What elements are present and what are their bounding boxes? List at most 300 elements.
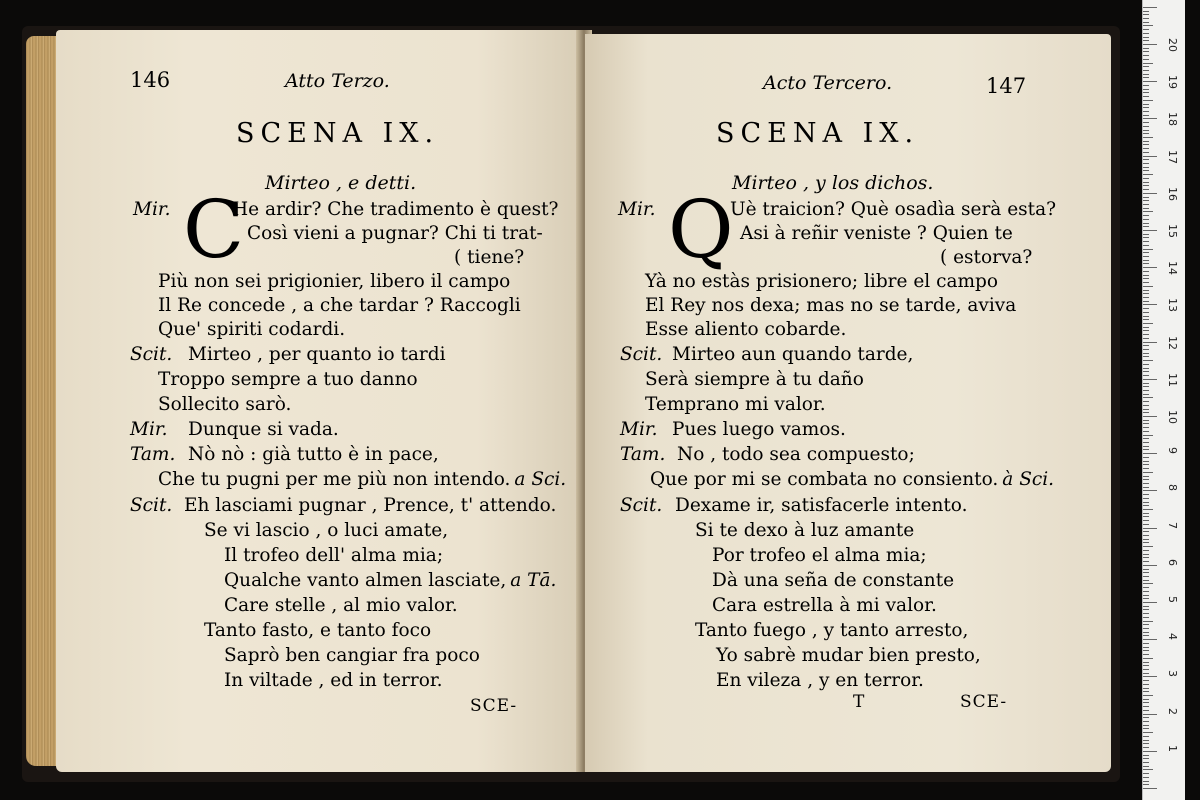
verse-line: [224, 594, 458, 618]
ruler-tick: [1143, 453, 1157, 454]
ruler-tick: [1143, 293, 1149, 294]
ruler-tick: [1143, 717, 1149, 718]
ruler-tick: [1143, 542, 1149, 543]
ruler-tick: [1143, 170, 1149, 171]
ruler-tick: [1143, 245, 1149, 246]
ruler-tick: [1143, 621, 1153, 622]
ruler-tick: [1143, 609, 1149, 610]
ruler-tick: [1143, 48, 1149, 49]
ruler-label: 3: [1166, 670, 1179, 678]
stage-direction: a Tā.: [510, 570, 557, 591]
verse-line: [620, 418, 846, 442]
ruler-tick: [1143, 148, 1149, 149]
ruler-tick: [1143, 111, 1149, 112]
ruler-tick: [1143, 457, 1149, 458]
ruler-tick: [1143, 383, 1149, 384]
ruler-tick: [1143, 301, 1149, 302]
drop-cap: Q: [668, 183, 734, 276]
ruler-tick: [1143, 271, 1149, 272]
ruler-label: 2: [1166, 707, 1179, 715]
speaker-label: Tam.: [620, 444, 666, 465]
verse-text: In viltade , ed in terror.: [224, 670, 443, 691]
verse-line: [454, 246, 524, 270]
ruler-tick: [1143, 375, 1149, 376]
ruler-tick: [1143, 249, 1153, 250]
ruler-tick: [1143, 487, 1149, 488]
ruler-tick: [1143, 438, 1149, 439]
ruler-tick: [1143, 725, 1149, 726]
ruler-tick: [1143, 572, 1149, 573]
verse-text: Que por mi se combata no consiento.: [650, 469, 999, 490]
ruler-tick: [1143, 386, 1149, 387]
verse-line: [740, 222, 1013, 246]
signature-mark: T: [853, 692, 866, 712]
ruler-tick: [1143, 699, 1149, 700]
speaker-label: Mir.: [620, 419, 658, 440]
ruler-tick: [1143, 635, 1149, 636]
ruler-tick: [1143, 665, 1149, 666]
ruler-tick: [1143, 22, 1149, 23]
ruler-label: 9: [1166, 447, 1179, 455]
ruler-tick: [1143, 152, 1149, 153]
verse-text: Eh lasciami pugnar , Prence, t' attendo.: [184, 495, 557, 516]
ruler-tick: [1143, 353, 1149, 354]
verse-text: Esse aliento cobarde.: [645, 319, 847, 340]
ruler-tick: [1143, 788, 1157, 789]
speaker-label: Mir.: [618, 199, 656, 220]
ruler-tick: [1143, 77, 1149, 78]
ruler-tick: [1143, 423, 1149, 424]
ruler-tick: [1143, 513, 1149, 514]
verse-line: [645, 393, 826, 417]
ruler-tick: [1143, 442, 1149, 443]
speaker-label: Scit.: [620, 344, 663, 365]
scene-heading: SCENA IX.: [236, 118, 440, 149]
verse-line: [618, 198, 1057, 222]
verse-text: Care stelle , al mio valor.: [224, 595, 458, 616]
ruler-tick: [1143, 728, 1149, 729]
ruler-tick: [1143, 40, 1149, 41]
verse-line: [712, 569, 954, 593]
ruler-tick: [1143, 371, 1149, 372]
verse-text: Asi à reñir veniste ? Quien te: [740, 223, 1013, 244]
verse-text: Dà una seña de constante: [712, 570, 955, 591]
verse-line: [133, 198, 559, 222]
ruler-tick: [1143, 550, 1149, 551]
ruler-label: 18: [1166, 112, 1179, 127]
verse-text: ( tiene?: [454, 247, 525, 268]
ruler-tick: [1143, 85, 1149, 86]
verse-text: Yo sabrè mudar bien presto,: [716, 645, 981, 666]
verse-line: [130, 443, 439, 467]
verse-text: Saprò ben cangiar fra poco: [224, 645, 480, 666]
verse-text: En vileza , y en terror.: [716, 670, 924, 691]
ruler-tick: [1143, 557, 1149, 558]
ruler-tick: [1143, 126, 1149, 127]
ruler-tick: [1143, 762, 1149, 763]
verse-text: He ardir? Che tradimento è quest?: [232, 199, 559, 220]
verse-text: Serà siempre à tu daño: [645, 369, 864, 390]
ruler-tick: [1143, 197, 1149, 198]
ruler-tick: [1143, 535, 1149, 536]
ruler-tick: [1143, 662, 1149, 663]
ruler-tick: [1143, 25, 1153, 26]
ruler-tick: [1143, 412, 1149, 413]
ruler-tick: [1143, 316, 1149, 317]
ruler-tick: [1143, 498, 1149, 499]
ruler-tick: [1143, 137, 1153, 138]
verse-line: [645, 368, 864, 392]
ruler-tick: [1143, 769, 1153, 770]
ruler-tick: [1143, 758, 1149, 759]
speaker-label: Scit.: [130, 344, 173, 365]
verse-line: [620, 343, 914, 367]
ruler-tick: [1143, 420, 1149, 421]
verse-line: [712, 544, 927, 568]
ruler-tick: [1143, 509, 1153, 510]
verse-text: Il trofeo dell' alma mia;: [224, 545, 444, 566]
verse-text: Mirteo , per quanto io tardi: [188, 344, 446, 365]
ruler-tick: [1143, 394, 1149, 395]
verse-line: [224, 644, 480, 668]
verse-line: [130, 418, 339, 442]
ruler-tick: [1143, 483, 1149, 484]
speaker-label: Tam.: [130, 444, 176, 465]
verse-line: [650, 468, 1054, 492]
running-title: Atto Terzo.: [285, 70, 390, 92]
verse-text: El Rey nos dexa; mas no se tarde, aviva: [645, 295, 1017, 316]
verse-line: [940, 246, 1032, 270]
ruler-tick: [1143, 29, 1149, 30]
verse-text: Temprano mi valor.: [645, 394, 826, 415]
ruler-tick: [1143, 252, 1149, 253]
ruler-label: 15: [1166, 224, 1179, 238]
ruler-tick: [1143, 773, 1149, 774]
verse-text: Cara estrella à mi valor.: [712, 595, 937, 616]
ruler-label: 6: [1166, 558, 1179, 566]
verse-text: ( estorva?: [940, 247, 1033, 268]
ruler-tick: [1143, 747, 1149, 748]
verse-text: Troppo sempre a tuo danno: [158, 369, 418, 390]
ruler-tick: [1143, 650, 1149, 651]
verse-line: [620, 494, 968, 518]
running-title: Acto Tercero.: [763, 72, 893, 94]
ruler-label: 20: [1166, 38, 1179, 52]
scene-heading: SCENA IX.: [716, 118, 920, 149]
characters-line: Mirteo , y los dichos.: [732, 172, 934, 194]
ruler-tick: [1143, 334, 1149, 335]
ruler-tick: [1143, 51, 1149, 52]
ruler-label: 8: [1166, 484, 1179, 492]
ruler-tick: [1143, 263, 1149, 264]
ruler-tick: [1143, 624, 1149, 625]
ruler-tick: [1143, 632, 1149, 633]
ruler-tick: [1143, 342, 1157, 343]
verse-line: [158, 294, 521, 318]
page-number: 146: [130, 68, 171, 92]
ruler-tick: [1143, 565, 1157, 566]
ruler-tick: [1143, 144, 1149, 145]
ruler-tick: [1143, 676, 1157, 677]
ruler-label: 19: [1166, 75, 1179, 90]
verse-text: Nò nò : già tutto è in pace,: [188, 444, 439, 465]
verse-line: [695, 519, 914, 543]
verse-line: [645, 294, 1016, 318]
verse-text: Dunque si vada.: [188, 419, 339, 440]
verse-line: [130, 343, 446, 367]
ruler-tick: [1143, 505, 1149, 506]
ruler-tick: [1143, 528, 1157, 529]
ruler-tick: [1143, 476, 1149, 477]
ruler-tick: [1143, 583, 1153, 584]
verse-line: [716, 669, 924, 693]
speaker-label: Mir.: [130, 419, 168, 440]
ruler-tick: [1143, 308, 1149, 309]
ruler-tick: [1143, 230, 1157, 231]
verse-line: [712, 594, 937, 618]
speaker-label: Scit.: [130, 495, 173, 516]
ruler-tick: [1143, 732, 1153, 733]
ruler-tick: [1143, 580, 1149, 581]
ruler-tick: [1143, 688, 1149, 689]
ruler-tick: [1143, 74, 1149, 75]
ruler-tick: [1143, 260, 1149, 261]
ruler-label: 10: [1166, 410, 1179, 424]
ruler-label: 4: [1166, 633, 1179, 641]
ruler-label: 11: [1166, 372, 1179, 387]
ruler-tick: [1143, 174, 1153, 175]
ruler-tick: [1143, 390, 1149, 391]
verse-text: Yà no estàs prisionero; libre el campo: [645, 271, 999, 292]
verse-text: Dexame ir, satisfacerle intento.: [675, 495, 968, 516]
ruler-tick: [1143, 595, 1149, 596]
ruler-tick: [1143, 345, 1149, 346]
speaker-label: Mir.: [133, 199, 171, 220]
ruler-tick: [1143, 33, 1149, 34]
verse-line: [645, 318, 846, 342]
ruler-tick: [1143, 327, 1149, 328]
verse-text: Che tu pugni per me più non intendo.: [158, 469, 511, 490]
ruler-label: 5: [1166, 596, 1179, 603]
verse-line: [224, 544, 443, 568]
ruler-tick: [1143, 461, 1149, 462]
ruler-tick: [1143, 368, 1149, 369]
ruler-tick: [1143, 628, 1149, 629]
ruler-tick: [1143, 200, 1149, 201]
ruler-tick: [1143, 204, 1149, 205]
verse-line: [204, 519, 448, 543]
ruler-tick: [1143, 81, 1157, 82]
ruler-tick: [1143, 223, 1149, 224]
ruler-tick: [1143, 755, 1149, 756]
ruler-tick: [1143, 156, 1157, 157]
ruler-tick: [1143, 159, 1149, 160]
ruler-tick: [1143, 349, 1149, 350]
ruler-tick: [1143, 409, 1149, 410]
verse-line: [224, 669, 443, 693]
verse-line: [158, 368, 418, 392]
ruler-tick: [1143, 449, 1149, 450]
ruler-tick: [1143, 323, 1153, 324]
ruler-tick: [1143, 286, 1153, 287]
ruler-tick: [1143, 163, 1149, 164]
verse-text: Più non sei prigionier, libero il campo: [158, 271, 511, 292]
ruler-tick: [1143, 606, 1149, 607]
ruler-tick: [1143, 777, 1149, 778]
ruler-tick: [1143, 490, 1157, 491]
ruler-tick: [1143, 55, 1149, 56]
ruler-tick: [1143, 96, 1149, 97]
ruler-tick: [1143, 63, 1153, 64]
ruler-tick: [1143, 654, 1149, 655]
ruler-label: 13: [1166, 298, 1179, 313]
ruler-tick: [1143, 211, 1153, 212]
ruler-tick: [1143, 591, 1149, 592]
ruler-tick: [1143, 427, 1149, 428]
speaker-label: Scit.: [620, 495, 663, 516]
verse-text: Se vi lascio , o luci amate,: [204, 520, 449, 541]
ruler-tick: [1143, 680, 1149, 681]
ruler-tick: [1143, 464, 1149, 465]
verse-line: [695, 619, 968, 643]
ruler-tick: [1143, 576, 1149, 577]
ruler-label: 17: [1166, 149, 1179, 164]
ruler-tick: [1143, 189, 1149, 190]
verse-text: Uè traicion? Què osadìa serà esta?: [730, 199, 1057, 220]
catchword: SCE-: [470, 696, 518, 716]
ruler-tick: [1143, 766, 1149, 767]
verse-text: Qualche vanto almen lasciate,: [224, 570, 507, 591]
ruler-tick: [1143, 702, 1149, 703]
verse-text: Si te dexo à luz amante: [695, 520, 915, 541]
ruler-tick: [1143, 267, 1157, 268]
ruler-tick: [1143, 721, 1149, 722]
verse-line: [247, 222, 543, 246]
verse-text: Sollecito sarò.: [158, 394, 292, 415]
ruler-tick: [1143, 736, 1149, 737]
ruler-tick: [1143, 516, 1149, 517]
ruler-tick: [1143, 714, 1157, 715]
ruler-tick: [1143, 710, 1149, 711]
verse-text: Pues luego vamos.: [672, 419, 846, 440]
ruler-tick: [1143, 141, 1149, 142]
verse-line: [224, 569, 556, 593]
ruler-label: 16: [1166, 186, 1179, 201]
ruler-tick: [1143, 234, 1149, 235]
ruler-tick: [1143, 290, 1149, 291]
ruler-tick: [1143, 130, 1149, 131]
ruler-tick: [1143, 133, 1149, 134]
ruler-tick: [1143, 435, 1153, 436]
ruler-tick: [1143, 7, 1157, 8]
ruler-tick: [1143, 561, 1149, 562]
ruler-tick: [1143, 237, 1149, 238]
ruler-tick: [1143, 691, 1149, 692]
ruler-tick: [1143, 472, 1153, 473]
characters-line: Mirteo , e detti.: [265, 172, 417, 194]
ruler-tick: [1143, 241, 1149, 242]
ruler-tick: [1143, 185, 1149, 186]
ruler-tick: [1143, 275, 1149, 276]
verse-text: Tanto fuego , y tanto arresto,: [695, 620, 969, 641]
catchword: SCE-: [960, 692, 1008, 712]
ruler-tick: [1143, 312, 1149, 313]
ruler-tick: [1143, 587, 1149, 588]
ruler-tick: [1143, 669, 1149, 670]
ruler-tick: [1143, 554, 1149, 555]
verse-text: Così vieni a pugnar? Chi ti trat-: [247, 223, 543, 244]
ruler-tick: [1143, 107, 1149, 108]
verse-line: [130, 494, 557, 518]
ruler-tick: [1143, 531, 1149, 532]
ruler-tick: [1143, 356, 1149, 357]
ruler-tick: [1143, 479, 1149, 480]
ruler-tick: [1143, 781, 1149, 782]
ruler-tick: [1143, 167, 1149, 168]
ruler-tick: [1143, 70, 1149, 71]
ruler-tick: [1143, 178, 1149, 179]
verse-line: [158, 468, 566, 492]
ruler-tick: [1143, 684, 1149, 685]
stage-direction: a Sci.: [514, 469, 567, 490]
ruler-tick: [1143, 319, 1149, 320]
stage-direction: à Sci.: [1002, 469, 1055, 490]
ruler-tick: [1143, 219, 1149, 220]
ruler-tick: [1143, 226, 1149, 227]
page-number: 147: [986, 74, 1027, 98]
ruler-tick: [1143, 100, 1153, 101]
ruler-tick: [1143, 673, 1149, 674]
ruler-tick: [1143, 520, 1149, 521]
ruler-tick: [1143, 278, 1149, 279]
ruler-tick: [1143, 639, 1157, 640]
ruler-tick: [1143, 598, 1149, 599]
verse-text: Il Re concede , a che tardar ? Raccogli: [158, 295, 521, 316]
ruler-tick: [1143, 208, 1149, 209]
verse-text: Que' spiriti codardi.: [158, 319, 346, 340]
ruler-tick: [1143, 401, 1149, 402]
ruler-tick: [1143, 446, 1149, 447]
ruler-label: 12: [1166, 335, 1179, 350]
ruler-tick: [1143, 92, 1149, 93]
ruler-tick: [1143, 784, 1149, 785]
ruler-tick: [1143, 193, 1157, 194]
ruler-tick: [1143, 647, 1149, 648]
ruler-tick: [1143, 37, 1149, 38]
ruler-tick: [1143, 44, 1157, 45]
ruler-tick: [1143, 502, 1149, 503]
ruler-tick: [1143, 468, 1149, 469]
ruler-tick: [1143, 416, 1157, 417]
ruler-tick: [1143, 122, 1149, 123]
verse-line: [158, 393, 291, 417]
verse-text: Por trofeo el alma mia;: [712, 545, 927, 566]
ruler-tick: [1143, 330, 1149, 331]
ruler-tick: [1143, 11, 1149, 12]
ruler-tick: [1143, 617, 1149, 618]
verse-line: [645, 270, 998, 294]
ruler-tick: [1143, 59, 1149, 60]
ruler-tick: [1143, 182, 1149, 183]
drop-cap: C: [183, 183, 245, 276]
ruler-tick: [1143, 66, 1149, 67]
ruler-tick: [1143, 431, 1149, 432]
ruler-tick: [1143, 282, 1149, 283]
ruler-tick: [1143, 118, 1157, 119]
ruler-tick: [1143, 569, 1149, 570]
ruler-tick: [1143, 524, 1149, 525]
ruler-label: 1: [1166, 744, 1179, 752]
